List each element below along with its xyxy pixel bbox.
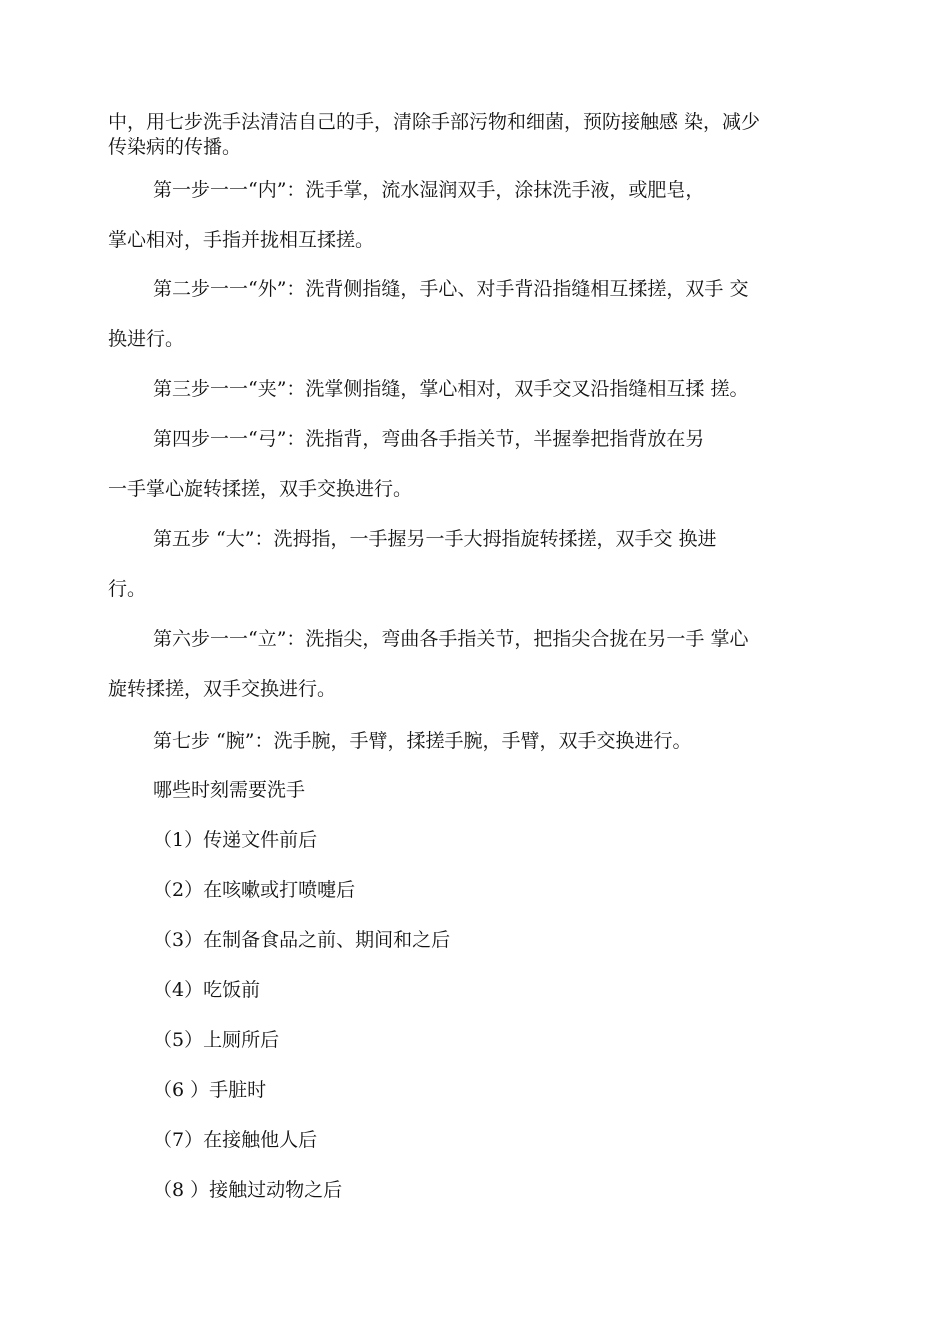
step-7-line: 第七步 “腕”：洗手腕，手臂，揉搓手腕，手臂，双手交换进行。 xyxy=(153,730,692,752)
section-heading: 哪些时刻需要洗手 xyxy=(153,779,306,801)
step-1-line: 第一步一一“内”：洗手掌，流水湿润双手，涂抹洗手液，或肥皂， xyxy=(153,179,705,201)
paragraph-line: 中，用七步洗手法清洁自己的手，清除手部污物和细菌，预防接触感 染，减少 xyxy=(108,111,761,133)
step-1-continuation: 掌心相对，手指并拢相互揉搓。 xyxy=(108,229,375,251)
list-item: （2）在咳嗽或打喷嚏后 xyxy=(153,879,356,901)
step-5-continuation: 行。 xyxy=(108,578,147,600)
list-item: （7）在接触他人后 xyxy=(153,1129,318,1151)
paragraph-line: 传染病的传播。 xyxy=(108,136,242,158)
step-3-line: 第三步一一“夹”：洗掌侧指缝，掌心相对，双手交叉沿指缝相互揉 搓。 xyxy=(153,378,749,400)
step-4-line: 第四步一一“弓”：洗指背，弯曲各手指关节，半握拳把指背放在另 xyxy=(153,428,705,450)
step-6-line: 第六步一一“立”：洗指尖，弯曲各手指关节，把指尖合拢在另一手 掌心 xyxy=(153,628,749,650)
step-2-continuation: 换进行。 xyxy=(108,328,185,350)
step-4-continuation: 一手掌心旋转揉搓，双手交换进行。 xyxy=(108,478,413,500)
list-item: （8 ）接触过动物之后 xyxy=(153,1179,343,1201)
list-item: （4）吃饭前 xyxy=(153,979,261,1001)
step-6-continuation: 旋转揉搓，双手交换进行。 xyxy=(108,678,337,700)
list-item: （6 ）手脏时 xyxy=(153,1079,267,1101)
step-2-line: 第二步一一“外”：洗背侧指缝，手心、对手背沿指缝相互揉搓，双手 交 xyxy=(153,278,749,300)
list-item: （5）上厕所后 xyxy=(153,1029,280,1051)
step-5-line: 第五步 “大”：洗拇指，一手握另一手大拇指旋转揉搓，双手交 换进 xyxy=(153,528,717,550)
list-item: （3）在制备食品之前、期间和之后 xyxy=(153,929,451,951)
list-item: （1）传递文件前后 xyxy=(153,829,318,851)
